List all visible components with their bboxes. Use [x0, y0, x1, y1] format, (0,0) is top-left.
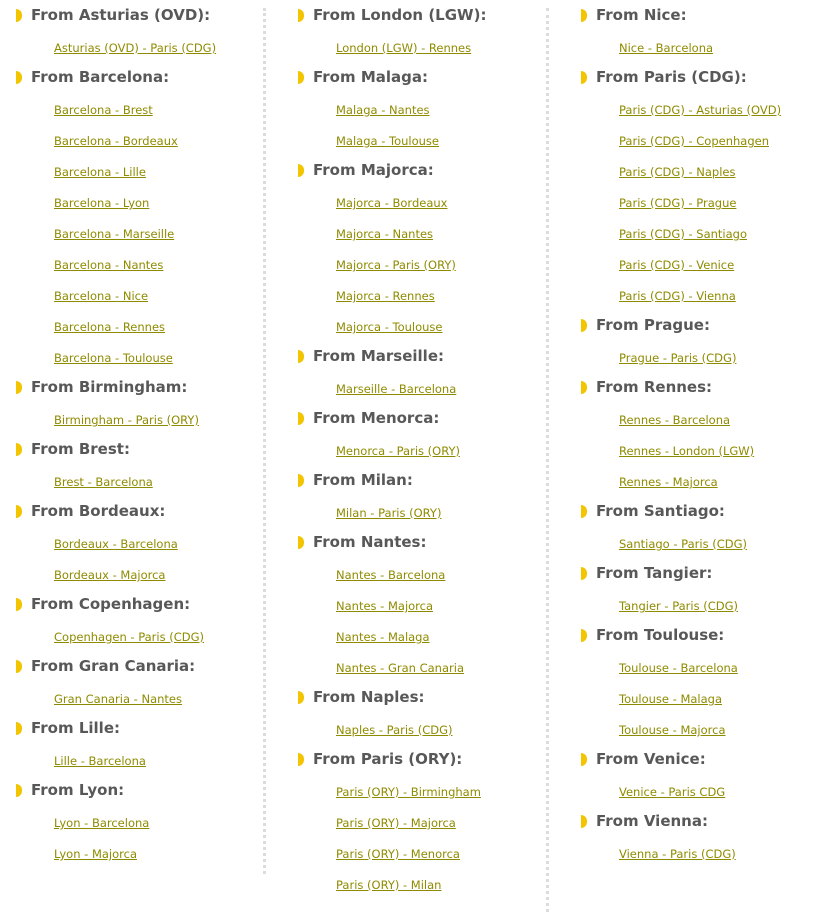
group-heading-text: From Prague: — [596, 316, 710, 334]
group-heading-text: From Venice: — [596, 750, 706, 768]
route-item — [581, 31, 821, 62]
route-item — [581, 465, 821, 496]
route-item — [16, 403, 256, 434]
route-link[interactable]: Brest - Barcelona — [54, 475, 153, 489]
route-item — [16, 558, 256, 589]
half-circle-bullet-icon — [16, 598, 22, 611]
half-circle-bullet-icon — [298, 350, 304, 363]
route-item — [581, 217, 821, 248]
group-heading-text: From Birmingham: — [31, 378, 188, 396]
route-item — [298, 651, 538, 682]
route-item — [298, 217, 538, 248]
group-heading-text: From Menorca: — [313, 409, 440, 427]
route-item — [298, 31, 538, 62]
route-link[interactable]: Marseille - Barcelona — [336, 382, 457, 396]
route-item — [16, 682, 256, 713]
group-heading-text: From Lille: — [31, 719, 120, 737]
route-column-1 — [16, 0, 256, 868]
group-heading-text: From Barcelona: — [31, 68, 170, 86]
route-item — [298, 589, 538, 620]
route-item — [298, 434, 538, 465]
route-link[interactable]: Tangier - Paris (CDG) — [619, 599, 739, 613]
route-link[interactable]: Barcelona - Toulouse — [54, 351, 173, 365]
half-circle-bullet-icon — [298, 474, 304, 487]
route-item — [581, 124, 821, 155]
route-item — [16, 186, 256, 217]
group-heading-text: From Rennes: — [596, 378, 713, 396]
route-item — [16, 279, 256, 310]
route-item — [298, 186, 538, 217]
group-heading-text: From Malaga: — [313, 68, 429, 86]
route-link[interactable]: Asturias (OVD) - Paris (CDG) — [54, 41, 217, 55]
half-circle-bullet-icon — [16, 660, 22, 673]
group-heading — [581, 0, 821, 31]
half-circle-bullet-icon — [298, 71, 304, 84]
route-item — [298, 93, 538, 124]
route-link[interactable]: Barcelona - Bordeaux — [54, 134, 178, 148]
route-column-2 — [298, 0, 538, 899]
route-group — [581, 558, 821, 620]
route-link[interactable]: Milan - Paris (ORY) — [336, 506, 442, 520]
group-heading-text: From Milan: — [313, 471, 413, 489]
column-divider — [546, 8, 549, 912]
route-group — [16, 589, 256, 651]
route-group — [16, 62, 256, 372]
half-circle-bullet-icon — [298, 753, 304, 766]
route-link[interactable]: Malaga - Toulouse — [336, 134, 440, 148]
route-item — [581, 93, 821, 124]
half-circle-bullet-icon — [16, 443, 22, 456]
route-group — [298, 155, 538, 341]
group-heading-text: From Lyon: — [31, 781, 125, 799]
route-item — [581, 186, 821, 217]
route-item — [298, 713, 538, 744]
group-heading — [298, 403, 538, 434]
route-item — [581, 403, 821, 434]
route-link[interactable]: Paris (ORY) - Birmingham — [336, 785, 481, 799]
route-link[interactable]: Toulouse - Majorca — [619, 723, 726, 737]
half-circle-bullet-icon — [16, 722, 22, 735]
route-group — [581, 620, 821, 744]
route-link[interactable]: Barcelona - Rennes — [54, 320, 166, 334]
route-item — [16, 744, 256, 775]
half-circle-bullet-icon — [581, 381, 587, 394]
route-link[interactable]: Paris (ORY) - Milan — [336, 878, 442, 892]
route-link[interactable]: Paris (ORY) - Majorca — [336, 816, 456, 830]
route-item — [581, 434, 821, 465]
route-link[interactable]: Nice - Barcelona — [619, 41, 714, 55]
route-group — [16, 496, 256, 589]
route-link[interactable]: Toulouse - Malaga — [619, 692, 723, 706]
route-link[interactable]: Toulouse - Barcelona — [619, 661, 738, 675]
group-heading-text: From Gran Canaria: — [31, 657, 196, 675]
route-item — [581, 248, 821, 279]
route-item — [298, 806, 538, 837]
route-link[interactable]: London (LGW) - Rennes — [336, 41, 472, 55]
route-link[interactable]: Lyon - Barcelona — [54, 816, 150, 830]
group-heading — [581, 620, 821, 651]
route-item — [16, 527, 256, 558]
route-column-3 — [581, 0, 821, 868]
route-group — [298, 744, 538, 899]
group-heading — [581, 310, 821, 341]
route-link[interactable]: Barcelona - Nice — [54, 289, 149, 303]
route-group — [581, 62, 821, 310]
route-link[interactable]: Paris (CDG) - Naples — [619, 165, 736, 179]
group-heading — [581, 806, 821, 837]
route-item — [16, 124, 256, 155]
route-link[interactable]: Majorca - Toulouse — [336, 320, 443, 334]
route-link[interactable]: Paris (CDG) - Prague — [619, 196, 737, 210]
half-circle-bullet-icon — [581, 505, 587, 518]
group-heading-text: From Majorca: — [313, 161, 434, 179]
route-link[interactable]: Majorca - Rennes — [336, 289, 435, 303]
route-link[interactable]: Vienna - Paris (CDG) — [619, 847, 736, 861]
route-link[interactable]: Paris (ORY) - Menorca — [336, 847, 460, 861]
route-item — [581, 713, 821, 744]
route-group — [16, 775, 256, 868]
half-circle-bullet-icon — [16, 505, 22, 518]
half-circle-bullet-icon — [298, 691, 304, 704]
half-circle-bullet-icon — [16, 381, 22, 394]
route-group — [581, 372, 821, 496]
route-link[interactable]: Paris (CDG) - Venice — [619, 258, 735, 272]
route-item — [16, 31, 256, 62]
group-heading-text: From Paris (ORY): — [313, 750, 463, 768]
route-item — [581, 775, 821, 806]
group-heading — [16, 434, 256, 465]
route-link[interactable]: Barcelona - Marseille — [54, 227, 175, 241]
half-circle-bullet-icon — [581, 815, 587, 828]
group-heading-text: From Tangier: — [596, 564, 713, 582]
group-heading — [581, 744, 821, 775]
route-item — [16, 155, 256, 186]
route-item — [16, 837, 256, 868]
half-circle-bullet-icon — [581, 9, 587, 22]
group-heading-text: From Naples: — [313, 688, 425, 706]
group-heading-text: From Nice: — [596, 6, 687, 24]
route-link[interactable]: Malaga - Nantes — [336, 103, 430, 117]
route-item — [16, 806, 256, 837]
route-group — [16, 713, 256, 775]
route-item — [16, 248, 256, 279]
route-item — [581, 589, 821, 620]
route-item — [298, 558, 538, 589]
group-heading — [16, 713, 256, 744]
route-link[interactable]: Birmingham - Paris (ORY) — [54, 413, 199, 427]
route-link[interactable]: Barcelona - Brest — [54, 103, 153, 117]
route-item — [298, 248, 538, 279]
route-link[interactable]: Paris (CDG) - Santiago — [619, 227, 747, 241]
route-item — [298, 372, 538, 403]
half-circle-bullet-icon — [298, 9, 304, 22]
route-item — [16, 217, 256, 248]
route-group — [16, 0, 256, 62]
half-circle-bullet-icon — [581, 629, 587, 642]
route-link[interactable]: Prague - Paris (CDG) — [619, 351, 737, 365]
route-item — [16, 310, 256, 341]
route-item — [581, 155, 821, 186]
route-link[interactable]: Nantes - Gran Canaria — [336, 661, 464, 675]
group-heading-text: From London (LGW): — [313, 6, 487, 24]
route-link[interactable]: Copenhagen - Paris (CDG) — [54, 630, 204, 644]
route-link[interactable]: Bordeaux - Majorca — [54, 568, 166, 582]
route-group — [298, 403, 538, 465]
group-heading — [16, 775, 256, 806]
route-link[interactable]: Majorca - Nantes — [336, 227, 434, 241]
group-heading — [16, 651, 256, 682]
half-circle-bullet-icon — [16, 71, 22, 84]
route-link[interactable]: Naples - Paris (CDG) — [336, 723, 453, 737]
route-item — [16, 341, 256, 372]
group-heading — [16, 496, 256, 527]
half-circle-bullet-icon — [581, 567, 587, 580]
route-link[interactable]: Barcelona - Lille — [54, 165, 146, 179]
route-group — [581, 0, 821, 62]
route-item — [298, 837, 538, 868]
group-heading-text: From Asturias (OVD): — [31, 6, 211, 24]
route-item — [298, 124, 538, 155]
group-heading-text: From Copenhagen: — [31, 595, 191, 613]
route-group — [298, 465, 538, 527]
route-link[interactable]: Nantes - Malaga — [336, 630, 430, 644]
route-link[interactable]: Majorca - Bordeaux — [336, 196, 448, 210]
route-link[interactable]: Venice - Paris CDG — [619, 785, 726, 799]
group-heading-text: From Nantes: — [313, 533, 427, 551]
group-heading — [298, 744, 538, 775]
route-link[interactable]: Barcelona - Lyon — [54, 196, 150, 210]
group-heading — [298, 62, 538, 93]
route-group — [16, 651, 256, 713]
group-heading — [16, 372, 256, 403]
route-link[interactable]: Lyon - Majorca — [54, 847, 137, 861]
group-heading-text: From Marseille: — [313, 347, 444, 365]
route-item — [581, 341, 821, 372]
route-item — [298, 310, 538, 341]
group-heading — [581, 558, 821, 589]
route-group — [298, 0, 538, 62]
route-link[interactable]: Santiago - Paris (CDG) — [619, 537, 747, 551]
group-heading-text: From Vienna: — [596, 812, 708, 830]
route-item — [298, 279, 538, 310]
group-heading — [298, 682, 538, 713]
route-link[interactable]: Lille - Barcelona — [54, 754, 146, 768]
group-heading-text: From Paris (CDG): — [596, 68, 747, 86]
route-link[interactable]: Nantes - Majorca — [336, 599, 434, 613]
route-group — [298, 527, 538, 682]
route-link[interactable]: Rennes - Barcelona — [619, 413, 731, 427]
group-heading-text: From Toulouse: — [596, 626, 725, 644]
route-item — [581, 837, 821, 868]
half-circle-bullet-icon — [16, 784, 22, 797]
route-group — [298, 682, 538, 744]
group-heading — [581, 62, 821, 93]
group-heading — [298, 465, 538, 496]
route-item — [298, 620, 538, 651]
half-circle-bullet-icon — [16, 9, 22, 22]
route-item — [298, 496, 538, 527]
route-item — [298, 775, 538, 806]
group-heading — [581, 496, 821, 527]
route-link[interactable]: Gran Canaria - Nantes — [54, 692, 182, 706]
route-item — [581, 527, 821, 558]
group-heading — [16, 589, 256, 620]
group-heading-text: From Brest: — [31, 440, 130, 458]
route-group — [298, 62, 538, 155]
route-group — [581, 806, 821, 868]
half-circle-bullet-icon — [581, 71, 587, 84]
route-link[interactable]: Barcelona - Nantes — [54, 258, 164, 272]
route-group — [16, 372, 256, 434]
route-link[interactable]: Paris (CDG) - Asturias (OVD) — [619, 103, 782, 117]
group-heading — [298, 341, 538, 372]
route-item — [16, 620, 256, 651]
route-item — [298, 868, 538, 899]
route-group — [581, 310, 821, 372]
group-heading — [298, 155, 538, 186]
route-item — [16, 465, 256, 496]
route-link[interactable]: Nantes - Barcelona — [336, 568, 446, 582]
route-group — [581, 496, 821, 558]
route-link[interactable]: Menorca - Paris (ORY) — [336, 444, 460, 458]
half-circle-bullet-icon — [581, 753, 587, 766]
route-link[interactable]: Paris (CDG) - Vienna — [619, 289, 736, 303]
route-item — [581, 279, 821, 310]
group-heading — [16, 62, 256, 93]
half-circle-bullet-icon — [298, 412, 304, 425]
route-group — [298, 341, 538, 403]
route-group — [16, 434, 256, 496]
route-link[interactable]: Rennes - London (LGW) — [619, 444, 755, 458]
route-item — [16, 93, 256, 124]
half-circle-bullet-icon — [298, 164, 304, 177]
half-circle-bullet-icon — [581, 319, 587, 332]
route-link[interactable]: Majorca - Paris (ORY) — [336, 258, 456, 272]
group-heading-text: From Santiago: — [596, 502, 725, 520]
half-circle-bullet-icon — [298, 536, 304, 549]
route-item — [581, 682, 821, 713]
group-heading — [298, 527, 538, 558]
route-item — [581, 651, 821, 682]
column-divider — [263, 8, 266, 874]
route-link[interactable]: Rennes - Majorca — [619, 475, 718, 489]
group-heading-text: From Bordeaux: — [31, 502, 166, 520]
route-link[interactable]: Paris (CDG) - Copenhagen — [619, 134, 769, 148]
group-heading — [581, 372, 821, 403]
group-heading — [16, 0, 256, 31]
route-group — [581, 744, 821, 806]
route-link[interactable]: Bordeaux - Barcelona — [54, 537, 178, 551]
group-heading — [298, 0, 538, 31]
